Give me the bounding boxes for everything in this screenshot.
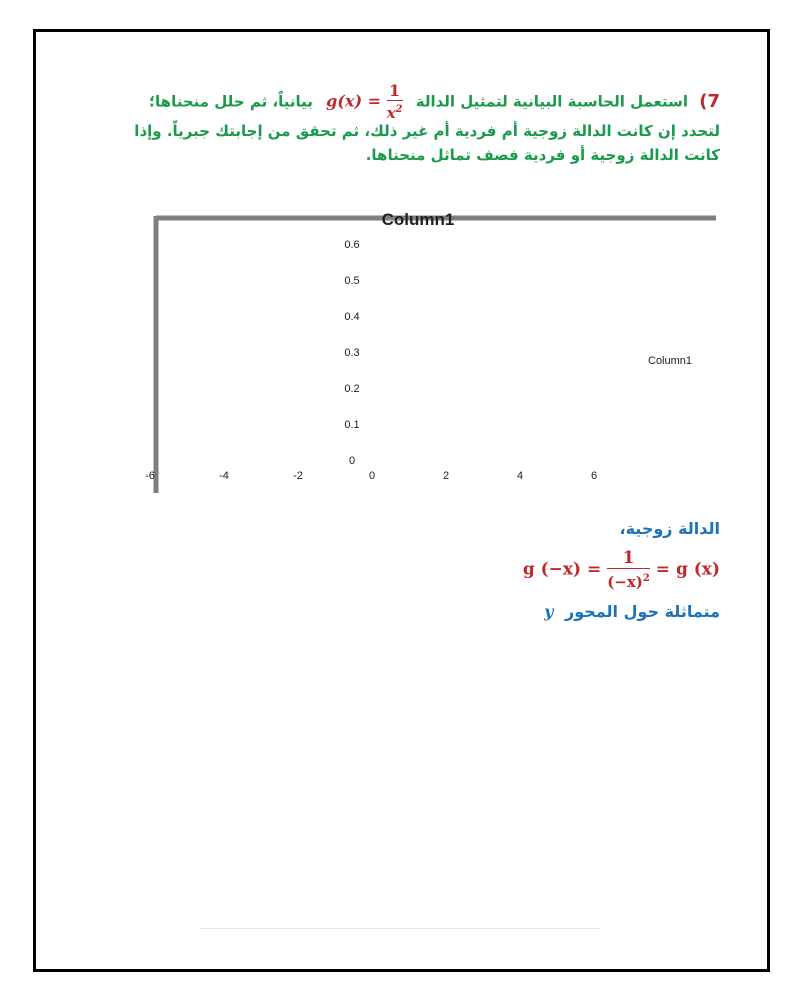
- question-number: 7): [699, 90, 720, 112]
- formula-den-exponent: 2: [395, 104, 403, 115]
- y-tick-label: 0.1: [344, 419, 360, 431]
- answer-lhs: g (−x) =: [522, 559, 602, 580]
- x-tick-label: 2: [442, 470, 450, 482]
- answer-rhs: = g (x): [655, 559, 720, 580]
- answer-symmetry-text: متماثلة حول المحور: [565, 602, 720, 621]
- x-tick-label: -4: [219, 470, 229, 482]
- y-tick-label: 0: [348, 455, 356, 467]
- answer-line-1: الدالة زوجية،: [619, 519, 720, 538]
- formula-denominator: [387, 101, 403, 122]
- answer-den-base: (−x): [607, 573, 643, 591]
- x-tick-label: 4: [516, 470, 524, 482]
- formula-lhs: g(x) =: [326, 91, 381, 111]
- x-tick-label: -6: [145, 470, 155, 482]
- page-frame: [33, 29, 770, 972]
- legend-entry: Column1: [648, 355, 693, 367]
- y-tick-label: 0.5: [344, 275, 360, 287]
- chart-svg: [130, 210, 730, 500]
- y-tick-label: 0.6: [344, 239, 360, 251]
- y-tick-label: 0.3: [344, 347, 360, 359]
- answer-denominator: [607, 569, 650, 592]
- bottom-strip: [200, 928, 600, 959]
- x-tick-label: -2: [293, 470, 303, 482]
- answer-formula: [523, 548, 720, 592]
- formula-den-base: x: [386, 104, 396, 122]
- answer-numerator: 1: [607, 548, 650, 569]
- chart-title: Column1: [381, 210, 455, 229]
- chart: [130, 210, 730, 500]
- y-tick-label: 0.4: [344, 311, 360, 323]
- question-line-1: [149, 82, 720, 122]
- y-tick-label: 0.2: [344, 383, 360, 395]
- question-text-1b: بيانياً، ثم حلل منحناها؛: [149, 92, 313, 111]
- answer-fraction: [607, 548, 650, 592]
- formula-fraction: [387, 82, 403, 122]
- x-tick-label: 0: [368, 470, 376, 482]
- question-line-2: لتحدد إن كانت الدالة زوجية أم فردية أم غير ذلك، ثم تحقق من إجابتك جبرياً. وإذا: [134, 122, 720, 140]
- question-formula: [326, 82, 402, 122]
- answer-den-exponent: 2: [642, 573, 650, 584]
- x-tick-label: 6: [590, 470, 598, 482]
- question-text-1a: استعمل الحاسبة البيانية لتمثيل الدالة: [415, 92, 688, 111]
- answer-line-3: [544, 602, 720, 621]
- answer-symmetry-variable: y: [544, 602, 554, 621]
- question-line-3: كانت الدالة زوجية أو فردية فصف تماثل منحناها.: [365, 146, 720, 164]
- formula-numerator: 1: [387, 82, 403, 101]
